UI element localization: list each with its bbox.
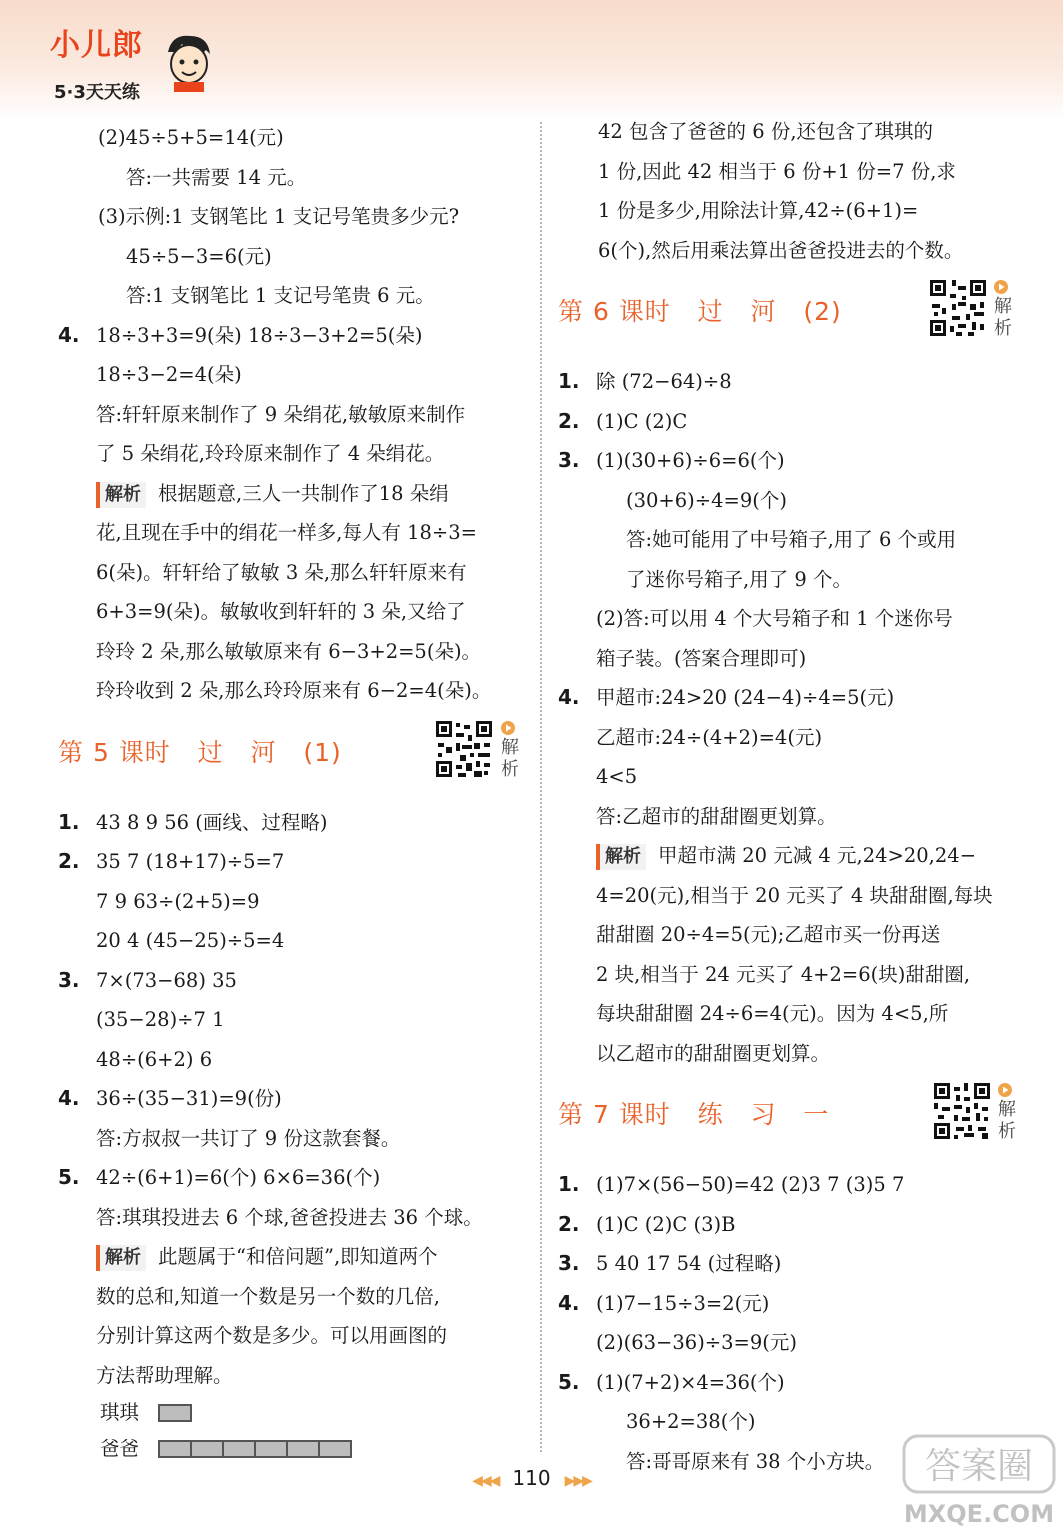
play-icon bbox=[994, 280, 1008, 294]
explanation-line: 分别计算这两个数是多少。可以用画图的 bbox=[96, 1324, 448, 1347]
qr-code-icon[interactable] bbox=[932, 1081, 992, 1141]
question-number: 4. bbox=[58, 322, 80, 347]
qr-label: 解析 bbox=[994, 296, 1012, 339]
page-number: 110 bbox=[512, 1466, 551, 1490]
answer-line: 答:乙超市的甜甜圈更划算。 bbox=[596, 804, 837, 828]
section-title: 第 7 课时 练 习 一 bbox=[558, 1100, 830, 1129]
diagram-label: 琪琪 bbox=[100, 1401, 140, 1424]
answer-line: (30+6)÷4=9(个) bbox=[626, 488, 787, 512]
explanation-badge: 解析 bbox=[96, 1245, 146, 1271]
explanation-line: 以乙超市的甜甜圈更划算。 bbox=[596, 1041, 831, 1065]
right-column bbox=[558, 112, 1028, 1481]
qr-label: 解析 bbox=[501, 736, 519, 780]
answer-line: 答:1 支钢笔比 1 支记号笔贵 6 元。 bbox=[126, 284, 435, 307]
section-heading-5 bbox=[58, 711, 528, 803]
explanation-line: 方法帮助理解。 bbox=[96, 1363, 233, 1387]
diagram-cell bbox=[190, 1440, 224, 1458]
play-icon bbox=[998, 1083, 1012, 1097]
question-4: 4. 36÷(35−31)=9(份) bbox=[58, 1086, 282, 1110]
answer-line: (3)示例:1 支钢笔比 1 支记号笔贵多少元? bbox=[98, 205, 460, 228]
watermark-url: MXQE.COM bbox=[903, 1500, 1055, 1528]
answer-line: (2)(63−36)÷3=9(元) bbox=[596, 1331, 798, 1354]
watermark-text: 答案圈 bbox=[924, 1446, 1034, 1487]
answer-line: 48÷(6+2) 6 bbox=[96, 1047, 213, 1071]
diagram-row-baba bbox=[58, 1431, 528, 1467]
question-3: 3. 7×(73−68) 35 bbox=[58, 967, 237, 992]
question-4: 4. 甲超市:24>20 (24−4)÷4=5(元) bbox=[558, 685, 895, 709]
explanation-line: 4=20(元),相当于 20 元买了 4 块甜甜圈,每块 bbox=[596, 883, 993, 907]
logo-subtitle: 5·3天天练 bbox=[54, 82, 140, 103]
diagram-cell bbox=[158, 1404, 192, 1422]
answer-line: 答:她可能用了中号箱子,用了 6 个或用 bbox=[626, 528, 957, 551]
answer-line: 答:轩轩原来制作了 9 朵绢花,敏敏原来制作 bbox=[96, 402, 466, 426]
logo-title: 小儿郎 bbox=[50, 28, 143, 63]
play-icon bbox=[501, 721, 515, 735]
diagram-cell bbox=[286, 1440, 320, 1458]
answer-line: (2)45÷5+5=14(元) bbox=[98, 126, 284, 149]
answer-line: 答:哥哥原来有 38 个小方块。 bbox=[626, 1449, 885, 1473]
section-heading-7 bbox=[558, 1073, 1028, 1165]
qr-label: 解析 bbox=[998, 1099, 1016, 1142]
question-3: 3. (1)(30+6)÷6=6(个) bbox=[558, 448, 785, 472]
diagram-row-qiqi bbox=[58, 1395, 528, 1431]
answer-line: 36+2=38(个) bbox=[626, 1410, 756, 1433]
section-heading-6 bbox=[558, 270, 1028, 362]
explanation-line: 花,且现在手中的绢花一样多,每人有 18÷3= bbox=[96, 521, 477, 544]
diagram-cell bbox=[158, 1440, 192, 1458]
diagram-cell bbox=[222, 1440, 256, 1458]
question-3: 3. 5 40 17 54 (过程略) bbox=[558, 1251, 782, 1275]
answer-line: 了迷你号箱子,用了 9 个。 bbox=[626, 567, 853, 591]
left-column bbox=[58, 118, 528, 1467]
question-1: 1. 43 8 9 56 (画线、过程略) bbox=[58, 809, 328, 834]
answer-line: 7 9 63÷(2+5)=9 bbox=[96, 889, 260, 913]
answer-line: 答:方叔叔一共订了 9 份这款套餐。 bbox=[96, 1126, 401, 1150]
question-4: 4. (1)7−15÷3=2(元) bbox=[558, 1290, 770, 1315]
explanation-text: 根据题意,三人一共制作了18 朵绢 bbox=[158, 481, 449, 505]
diagram-bar bbox=[158, 1440, 350, 1458]
answer-line: 18÷3−2=4(朵) bbox=[96, 363, 242, 386]
answer-line: (35−28)÷7 1 bbox=[96, 1008, 225, 1031]
answer-text: 18÷3+3=9(朵) 18÷3−3+2=5(朵) bbox=[96, 323, 423, 347]
question-2: 2. 35 7 (18+17)÷5=7 bbox=[58, 849, 285, 873]
answer-line: (2)答:可以用 4 个大号箱子和 1 个迷你号 bbox=[596, 607, 953, 630]
explanation-line: 1 份是多少,用除法计算,42÷(6+1)= bbox=[598, 199, 919, 222]
explanation-line: 数的总和,知道一个数是另一个数的几倍, bbox=[96, 1284, 440, 1308]
explanation-line: 1 份,因此 42 相当于 6 份+1 份=7 份,求 bbox=[598, 159, 956, 183]
answer-line: 答:一共需要 14 元。 bbox=[126, 165, 307, 189]
question-1: 1. (1)7×(56−50)=42 (2)3 7 (3)5 7 bbox=[558, 1172, 905, 1196]
explanation-line: 6(个),然后用乘法算出爸爸投进去的个数。 bbox=[598, 238, 964, 262]
explanation-line: 解析 此题属于“和倍问题”,即知道两个 bbox=[58, 1237, 528, 1277]
qr-code-icon[interactable] bbox=[434, 719, 494, 779]
explanation-line: 42 包含了爸爸的 6 份,还包含了琪琪的 bbox=[598, 120, 934, 143]
question-2: 2. (1)C (2)C (3)B bbox=[558, 1211, 736, 1236]
question-5: 5. 42÷(6+1)=6(个) 6×6=36(个) bbox=[58, 1165, 381, 1189]
arrow-right-icon: ▶▶▶ bbox=[564, 1473, 591, 1489]
diagram-label: 爸爸 bbox=[100, 1437, 140, 1460]
answer-line: 乙超市:24÷(4+2)=4(元) bbox=[596, 725, 823, 749]
explanation-line bbox=[58, 474, 528, 514]
diagram-bar bbox=[158, 1404, 190, 1422]
explanation-line: 玲玲收到 2 朵,那么玲玲原来有 6−2=4(朵)。 bbox=[96, 679, 492, 702]
explanation-badge: 解析 bbox=[596, 844, 646, 870]
explanation-line: 每块甜甜圈 24÷6=4(元)。因为 4<5,所 bbox=[596, 1002, 949, 1025]
mascot-icon bbox=[162, 32, 214, 92]
question-2: 2. (1)C (2)C bbox=[558, 408, 688, 433]
answer-line: 45÷5−3=6(元) bbox=[126, 244, 272, 268]
explanation-line: 解析 甲超市满 20 元减 4 元,24>20,24− bbox=[558, 836, 1028, 876]
answer-line: 了 5 朵绢花,玲玲原来制作了 4 朵绢花。 bbox=[96, 442, 445, 465]
section-title: 第 6 课时 过 河 (2) bbox=[558, 297, 842, 326]
answer-line: 箱子装。(答案合理即可) bbox=[596, 646, 807, 670]
question-5: 5. (1)(7+2)×4=36(个) bbox=[558, 1369, 785, 1394]
arrow-left-icon: ◀◀◀ bbox=[472, 1473, 499, 1489]
explanation-line: 6+3=9(朵)。敏敏收到轩轩的 3 朵,又给了 bbox=[96, 600, 466, 623]
qr-code-icon[interactable] bbox=[928, 278, 988, 338]
diagram-cell bbox=[318, 1440, 352, 1458]
brand-logo bbox=[50, 20, 210, 110]
explanation-line: 2 块,相当于 24 元买了 4+2=6(块)甜甜圈, bbox=[596, 962, 971, 986]
explanation-line: 玲玲 2 朵,那么敏敏原来有 6−3+2=5(朵)。 bbox=[96, 639, 482, 663]
column-divider bbox=[540, 122, 542, 1452]
explanation-line: 6(朵)。轩轩给了敏敏 3 朵,那么轩轩原来有 bbox=[96, 560, 467, 584]
answer-line: 20 4 (45−25)÷5=4 bbox=[96, 929, 285, 952]
answer-line: 4<5 bbox=[596, 765, 638, 788]
question-4 bbox=[58, 316, 528, 356]
diagram-cell bbox=[254, 1440, 288, 1458]
question-1: 1. 除 (72−64)÷8 bbox=[558, 369, 732, 393]
explanation-line: 甜甜圈 20÷4=5(元);乙超市买一份再送 bbox=[596, 923, 941, 946]
section-title: 第 5 课时 过 河 (1) bbox=[58, 737, 342, 767]
answer-line: 答:琪琪投进去 6 个球,爸爸投进去 36 个球。 bbox=[96, 1205, 483, 1229]
explanation-badge: 解析 bbox=[96, 482, 146, 508]
watermark-logo bbox=[900, 1432, 1060, 1532]
